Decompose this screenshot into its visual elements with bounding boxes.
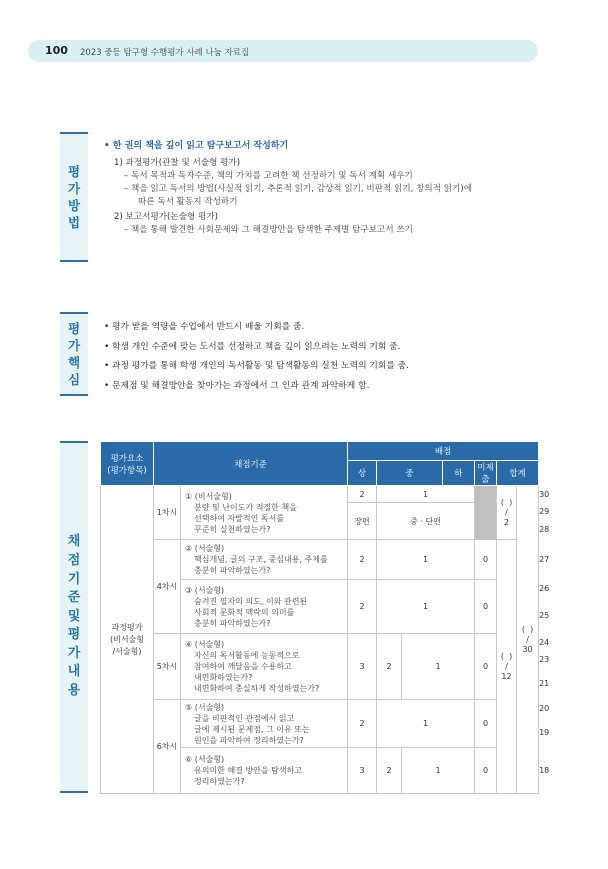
method-section [104, 140, 472, 237]
score-mid: 2 [377, 634, 402, 700]
score-high: 2 [348, 700, 377, 748]
criteria-5: ⑤ (서술형) 글을 비판적인 관점에서 읽고 글에 제시된 문제점, 그 이유 또는 원인을 파악하여 정리하였는가? [181, 700, 348, 748]
score-none-blank [475, 486, 497, 540]
method-item2-sub1: – 책을 통해 발견한 사회문제와 그 해결방안을 탐색한 주제별 탐구보고서 쓰기 [124, 225, 413, 235]
score-mid: 1 [377, 700, 475, 748]
header-mid: 중 [377, 461, 443, 486]
core-item: • 학생 개인 수준에 맞는 도서를 선정하고 책을 깊이 읽으려는 노력의 기회 줌. [104, 341, 401, 352]
core-item: • 과정 평가를 통해 학생 개인의 독서활동 및 탐색활동의 실천 노력의 기회를 줌. [104, 361, 409, 371]
method-item1-sub1: – 독서 목적과 독자수준, 책의 가치를 고려한 책 선정하기 및 독서 계획 세우기 [124, 171, 413, 181]
method-item1-sub2b: 따른 독서 활동지 작성하기 [138, 197, 238, 207]
criteria-table: 평가요소 (평가항목) 채점기준 배점 상 중 하 미제출 합계 과정평가 (비서술형 /서술형) 1차시 ① (비서술형) 분량 및 난이도가 적절한 책을 선택하여 자발적인 독서를 꾸준히 실천하였는가? 2 1 ( ) / 2 ( ) / 30 30 장편 중 · 단편 29 28 4차시 ② (서술형) 핵심개념, 글의 구조, 중심내용, 주제를 충분히 파악하였는가? 2 1 0 ( ) / 12 27 ③ (서술형) 숨겨진 필자의 의도, 이와 관련된 사회적 문화적 맥락의 의미를 충분히 파악하였는가? 2 1 0 26 25 5차시 ④ (서술형) 자신의 독서활동에 능동적으로 참여하여 깨달음을 수용하고 내면화하였는가? 내면화하여 충실하게 작성하였는가? 3 2 1 0 24 23 21 6차시 ⑤ (서술형) 글을 비판적인 관점에서 읽고 글에 제시된 문제점, 그 이유 또는 원인을 파악하여 정리하였는가? 2 1 0 20 19 ⑥ (서술형) 유의미한 해결 방안을 탐색하고 정리하였는가? 3 2 1 0 18 [100, 441, 539, 794]
criteria-1: ① (비서술형) 분량 및 난이도가 적절한 책을 선택하여 자발적인 독서를 꾸준히 실천하였는가? [181, 486, 348, 540]
score-high: 2 [348, 486, 377, 503]
criteria-2: ② (서술형) 핵심개념, 글의 구조, 중심내용, 주제를 충분히 파악하였는가? [181, 540, 348, 580]
side-label-method: 평 가 방 법 [60, 132, 88, 262]
score-none: 0 [475, 634, 497, 700]
header-score: 배점 [348, 442, 539, 461]
score-high-note: 장편 [348, 503, 377, 540]
score-none: 0 [475, 540, 497, 580]
score-mid: 1 [377, 486, 475, 503]
method-bullet: • 한 권의 책을 깊이 읽고 탐구보고서 작성하기 [104, 141, 289, 151]
sum-1: ( ) / 2 [497, 486, 517, 540]
score-mid: 1 [377, 580, 475, 634]
session-6: 6차시 [154, 700, 181, 794]
score-high: 3 [348, 748, 377, 794]
score-low: 1 [402, 748, 475, 794]
session-5: 5차시 [154, 634, 181, 700]
session-4: 4차시 [154, 540, 181, 634]
criteria-4: ④ (서술형) 자신의 독서활동에 능동적으로 참여하여 깨달음을 수용하고 내면화하였는가? 내면화하여 충실하게 작성하였는가? [181, 634, 348, 700]
criteria-6: ⑥ (서술형) 유의미한 해결 방안을 탐색하고 정리하였는가? [181, 748, 348, 794]
core-section [104, 318, 409, 396]
score-mid: 2 [377, 748, 402, 794]
element-cell: 과정평가 (비서술형 /서술형) [101, 486, 154, 794]
session-1: 1차시 [154, 486, 181, 540]
page-number: 100 [45, 44, 68, 57]
header-none: 미제출 [475, 461, 497, 486]
header-element: 평가요소 (평가항목) [101, 442, 154, 486]
header-high: 상 [348, 461, 377, 486]
score-high: 2 [348, 540, 377, 580]
header-total: 합계 [497, 461, 539, 486]
sum-2: ( ) / 12 [497, 540, 517, 794]
score-none: 0 [475, 700, 497, 748]
sum-total: ( ) / 30 [517, 486, 539, 794]
score-low: 1 [402, 634, 475, 700]
side-label-core: 평 가 핵 심 [60, 312, 88, 396]
score-mid-note: 중 · 단편 [377, 503, 475, 540]
header-low: 하 [443, 461, 475, 486]
header-title: 2023 중등 탐구형 수행평가 사례 나눔 자료집 [80, 48, 250, 58]
criteria-3: ③ (서술형) 숨겨진 필자의 의도, 이와 관련된 사회적 문화적 맥락의 의미를 충분히 파악하였는가? [181, 580, 348, 634]
score-none: 0 [475, 748, 497, 794]
method-item1-sub2a: – 책을 읽고 독서의 방법(사실적 읽기, 추론적 읽기, 감상적 읽기, 비판적 읽기, 창의적 읽기)에 [124, 184, 472, 194]
method-item2: 2) 보고서평가(논술형 평가) [114, 212, 219, 222]
score-mid: 1 [377, 540, 475, 580]
header-criteria: 채점기준 [154, 442, 348, 486]
score-none: 0 [475, 580, 497, 634]
score-high: 2 [348, 580, 377, 634]
score-high: 3 [348, 634, 377, 700]
core-item: • 문제점 및 해결방안을 찾아가는 과정에서 그 인과 관계 파악하게 함. [104, 380, 370, 391]
method-item1: 1) 과정평가(관찰 및 서술형 평가) [114, 158, 241, 168]
side-label-criteria: 채 점 기 준 및 평 가 내 용 [60, 441, 88, 793]
core-item: • 평가 받을 역량을 수업에서 반드시 배울 기회를 줌. [104, 322, 305, 332]
